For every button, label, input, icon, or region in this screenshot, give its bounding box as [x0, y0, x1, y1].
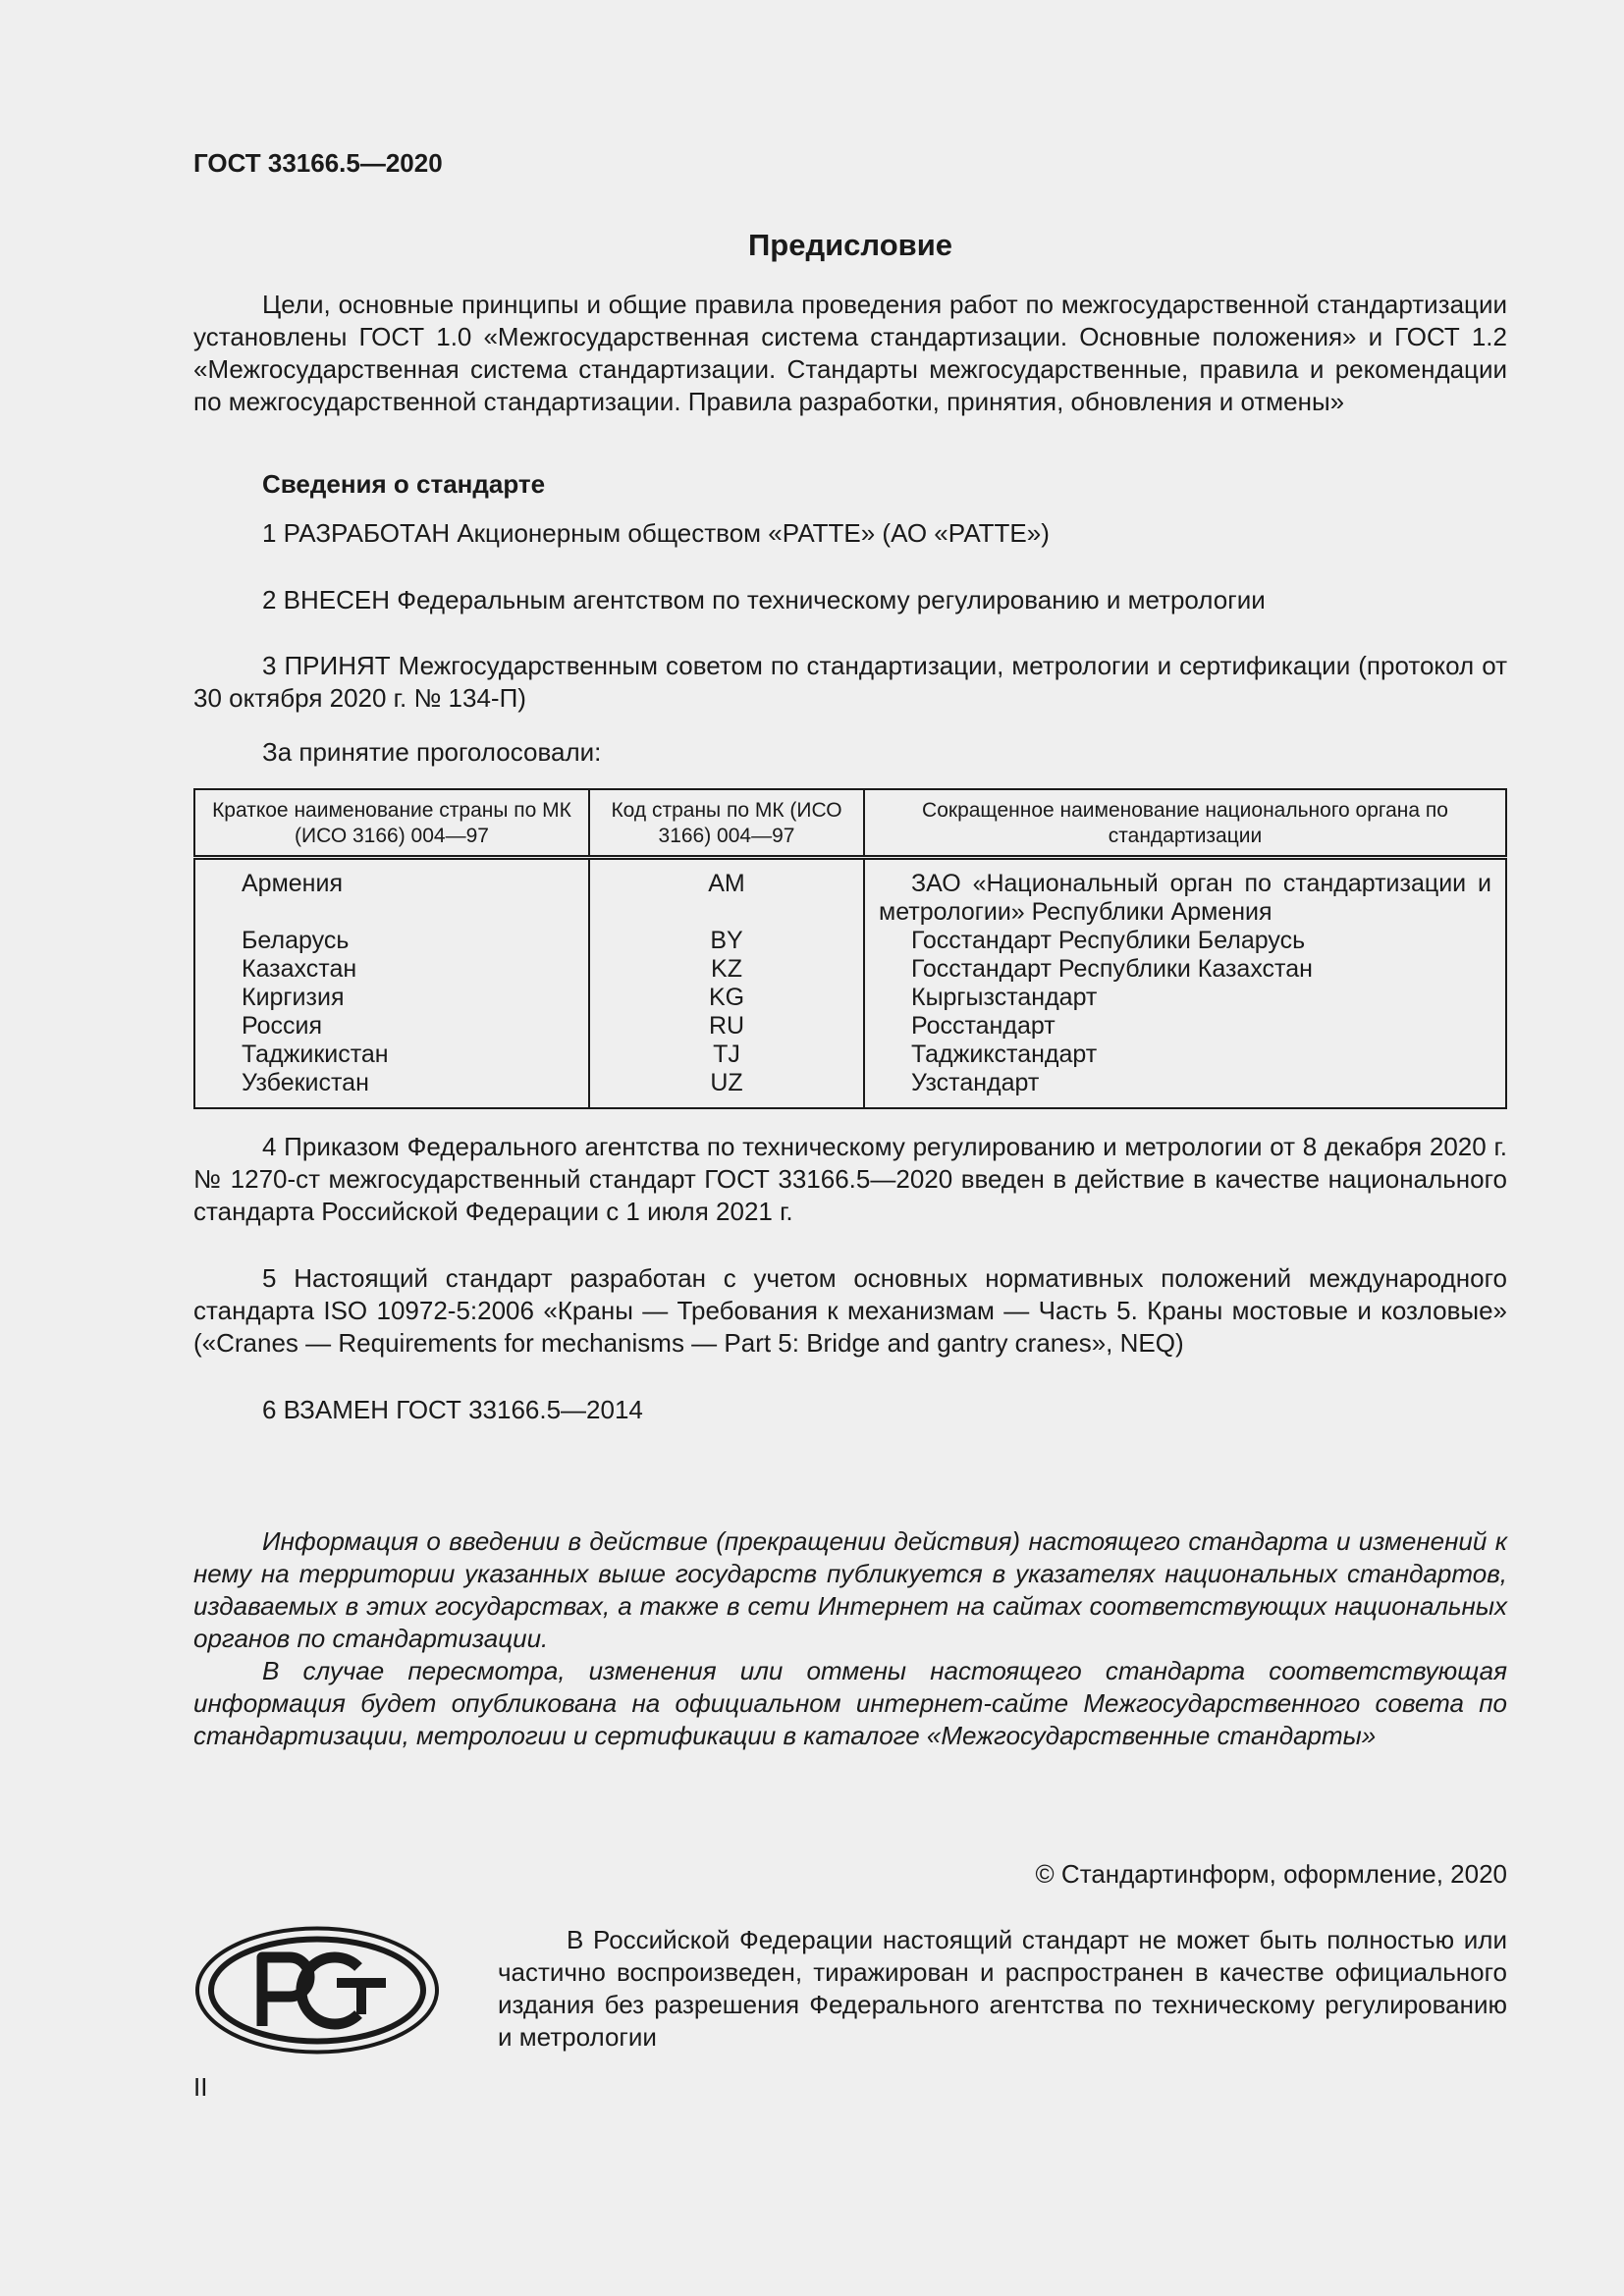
- country-code: TJ: [589, 1041, 864, 1069]
- table-row: [194, 1041, 1506, 1069]
- country-code: UZ: [589, 1069, 864, 1108]
- page-number: II: [193, 2072, 208, 2102]
- country-name: Армения: [242, 870, 343, 897]
- voted-label: За принятие проголосовали:: [262, 737, 602, 767]
- table-row: [194, 1069, 1506, 1108]
- standards-body: Росстандарт: [864, 1012, 1506, 1041]
- rst-logo-icon: [193, 1924, 441, 2056]
- intro-paragraph: Цели, основные принципы и общие правила проведения работ по межгосударственной стандартизации установлены ГОСТ 1.0 «Межгосударственная система стандартизации. Основные положения» и ГОСТ 1.2 «Межгосударственная система стандартизации. Стандарты межгосударственные, правила и рекомендации по межгосударственной стандартизации. Правила разработки, принятия, обновления и отмены»: [193, 290, 1507, 416]
- item-1: 1 РАЗРАБОТАН Акционерным обществом «РАТТЕ» (АО «РАТТЕ»): [262, 518, 1050, 548]
- item-6: 6 ВЗАМЕН ГОСТ 33166.5—2014: [262, 1395, 643, 1424]
- standards-body: Госстандарт Республики Казахстан: [864, 955, 1506, 984]
- standards-body: Госстандарт Республики Беларусь: [864, 927, 1506, 955]
- item-3: 3 ПРИНЯТ Межгосударственным советом по стандартизации, метрологии и сертификации (протокол от 30 октября 2020 г. № 134-П): [193, 651, 1507, 713]
- info-heading: Сведения о стандарте: [262, 469, 546, 499]
- header-org: Сокращенное наименование национального органа по стандартизации: [864, 789, 1506, 858]
- document-code: ГОСТ 33166.5—2020: [193, 148, 443, 178]
- header-country: Краткое наименование страны по МК (ИСО 3166) 004—97: [194, 789, 589, 858]
- table-row: [194, 927, 1506, 955]
- country-code: BY: [589, 927, 864, 955]
- header-code: Код страны по МК (ИСО 3166) 004—97: [589, 789, 864, 858]
- countries-table: [193, 788, 1507, 1109]
- country-code: KG: [589, 984, 864, 1012]
- table-row: [194, 858, 1506, 928]
- country-code: KZ: [589, 955, 864, 984]
- copyright-line: © Стандартинформ, оформление, 2020: [1035, 1859, 1507, 1889]
- table-header-row: [194, 789, 1506, 858]
- item-4: 4 Приказом Федерального агентства по техническому регулированию и метрологии от 8 декабря 2020 г. № 1270-ст межгосударственный стандарт ГОСТ 33166.5—2020 введен в действие в качестве национального стандарта Российской Федерации с 1 июля 2021 г.: [193, 1132, 1507, 1226]
- country-name: Казахстан: [242, 955, 357, 983]
- standards-body: Таджикстандарт: [864, 1041, 1506, 1069]
- country-code: AM: [589, 858, 864, 928]
- country-name: Россия: [242, 1012, 322, 1040]
- country-name: Беларусь: [242, 927, 350, 954]
- reproduction-notice: В Российской Федерации настоящий стандарт не может быть полностью или частично воспроизведен, тиражирован и распространен в качестве официального издания без разрешения Федерального агентства по техническому регулированию и метрологии: [498, 1925, 1507, 2052]
- country-name: Узбекистан: [242, 1069, 369, 1096]
- note-revision-paragraph: В случае пересмотра, изменения или отмены настоящего стандарта соответствующая информация будет опубликована на официальном интернет-сайте Межгосударственного совета по стандартизации, метрологии и сертификации в каталоге «Межгосударственные стандарты»: [193, 1656, 1507, 1750]
- standards-body: Узстандарт: [864, 1069, 1506, 1108]
- note-info-paragraph: Информация о введении в действие (прекращении действия) настоящего стандарта и изменений к нему на территории указанных выше государств публикуется в указателях национальных стандартов, издаваемых в этих государствах, а также в сети Интернет на сайтах соответствующих национальных органов по стандартизации.: [193, 1526, 1507, 1653]
- country-code: RU: [589, 1012, 864, 1041]
- standards-body: ЗАО «Национальный орган по стандартизации и метрологии» Республики Армения: [864, 858, 1506, 928]
- item-2: 2 ВНЕСЕН Федеральным агентством по техническому регулированию и метрологии: [262, 585, 1266, 614]
- page-title: Предисловие: [747, 228, 952, 262]
- standards-body: Кыргызстандарт: [864, 984, 1506, 1012]
- country-name: Киргизия: [242, 984, 345, 1011]
- table-row: [194, 1012, 1506, 1041]
- table-row: [194, 984, 1506, 1012]
- country-name: Таджикистан: [242, 1041, 389, 1068]
- table-row: [194, 955, 1506, 984]
- item-5: 5 Настоящий стандарт разработан с учетом основных нормативных положений международного стандарта ISO 10972-5:2006 «Краны — Требования к механизмам — Часть 5. Краны мостовые и козловые» («Cranes — Requirements for mechanisms — Part 5: Bridge and gantry cranes», NEQ): [193, 1263, 1507, 1358]
